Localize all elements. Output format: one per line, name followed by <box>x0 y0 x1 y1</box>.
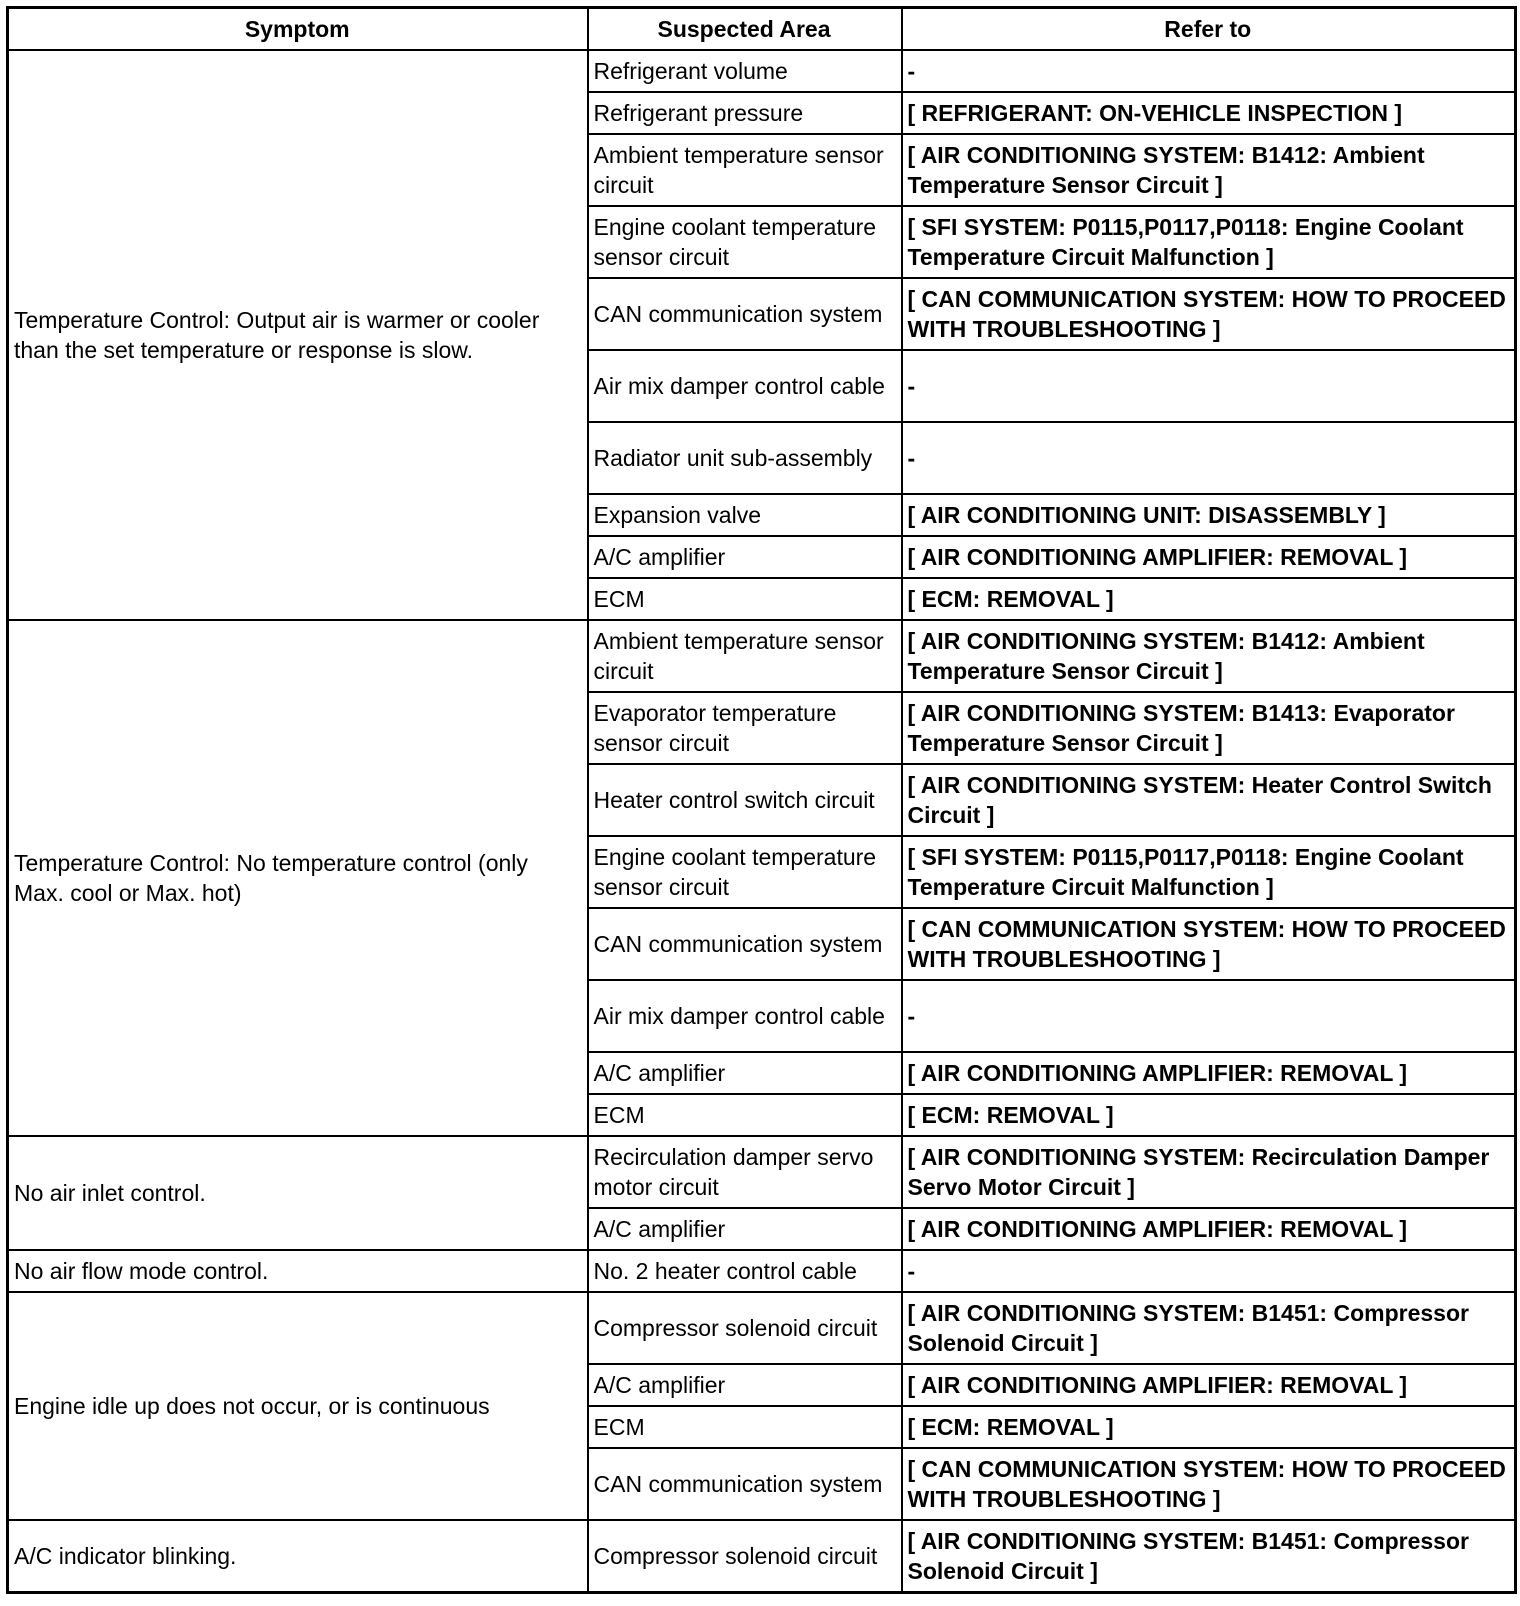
symptom-cell: Temperature Control: No temperature control (only Max. cool or Max. hot) <box>8 620 588 1136</box>
refer-to-cell: [ ECM: REMOVAL ] <box>902 1094 1516 1136</box>
suspected-area-cell: Air mix damper control cable <box>588 350 902 422</box>
refer-to-cell: [ AIR CONDITIONING SYSTEM: B1412: Ambient Temperature Sensor Circuit ] <box>902 620 1516 692</box>
table-body <box>8 50 1516 1593</box>
refer-to-cell: - <box>902 350 1516 422</box>
refer-to-cell: [ AIR CONDITIONING AMPLIFIER: REMOVAL ] <box>902 536 1516 578</box>
refer-to-cell: [ AIR CONDITIONING AMPLIFIER: REMOVAL ] <box>902 1052 1516 1094</box>
refer-to-cell: - <box>902 980 1516 1052</box>
suspected-area-cell: Compressor solenoid circuit <box>588 1520 902 1593</box>
refer-to-cell: [ SFI SYSTEM: P0115,P0117,P0118: Engine Coolant Temperature Circuit Malfunction ] <box>902 836 1516 908</box>
suspected-area-cell: Expansion valve <box>588 494 902 536</box>
suspected-area-cell: Evaporator temperature sensor circuit <box>588 692 902 764</box>
table-row <box>8 1520 1516 1593</box>
suspected-area-cell: ECM <box>588 1406 902 1448</box>
suspected-area-cell: Ambient temperature sensor circuit <box>588 134 902 206</box>
refer-to-cell: [ CAN COMMUNICATION SYSTEM: HOW TO PROCEED WITH TROUBLESHOOTING ] <box>902 1448 1516 1520</box>
symptom-cell: No air flow mode control. <box>8 1250 588 1292</box>
refer-to-cell: [ CAN COMMUNICATION SYSTEM: HOW TO PROCEED WITH TROUBLESHOOTING ] <box>902 278 1516 350</box>
suspected-area-cell: ECM <box>588 578 902 620</box>
table-row <box>8 620 1516 692</box>
refer-to-cell: [ SFI SYSTEM: P0115,P0117,P0118: Engine Coolant Temperature Circuit Malfunction ] <box>902 206 1516 278</box>
refer-to-cell: [ AIR CONDITIONING SYSTEM: B1412: Ambient Temperature Sensor Circuit ] <box>902 134 1516 206</box>
refer-to-cell: [ AIR CONDITIONING SYSTEM: B1451: Compressor Solenoid Circuit ] <box>902 1292 1516 1364</box>
suspected-area-cell: Air mix damper control cable <box>588 980 902 1052</box>
refer-to-cell: [ AIR CONDITIONING AMPLIFIER: REMOVAL ] <box>902 1364 1516 1406</box>
refer-to-cell: - <box>902 422 1516 494</box>
suspected-area-cell: Compressor solenoid circuit <box>588 1292 902 1364</box>
suspected-area-cell: A/C amplifier <box>588 1208 902 1250</box>
refer-to-cell: [ AIR CONDITIONING SYSTEM: B1413: Evaporator Temperature Sensor Circuit ] <box>902 692 1516 764</box>
suspected-area-cell: Refrigerant volume <box>588 50 902 92</box>
symptom-cell: Temperature Control: Output air is warmer or cooler than the set temperature or response is slow. <box>8 50 588 620</box>
refer-to-cell: [ REFRIGERANT: ON-VEHICLE INSPECTION ] <box>902 92 1516 134</box>
troubleshooting-document <box>6 6 1514 1594</box>
symptom-cell: No air inlet control. <box>8 1136 588 1250</box>
table-header <box>8 8 1516 51</box>
suspected-area-cell: ECM <box>588 1094 902 1136</box>
suspected-area-cell: A/C amplifier <box>588 1364 902 1406</box>
refer-to-cell: [ ECM: REMOVAL ] <box>902 578 1516 620</box>
suspected-area-cell: A/C amplifier <box>588 536 902 578</box>
suspected-area-cell: Recirculation damper servo motor circuit <box>588 1136 902 1208</box>
table-row <box>8 1136 1516 1208</box>
table-row <box>8 1250 1516 1292</box>
suspected-area-cell: Radiator unit sub-assembly <box>588 422 902 494</box>
problem-symptoms-table <box>6 6 1517 1594</box>
suspected-area-cell: Heater control switch circuit <box>588 764 902 836</box>
refer-to-cell: - <box>902 50 1516 92</box>
symptom-cell: Engine idle up does not occur, or is continuous <box>8 1292 588 1520</box>
symptom-cell: A/C indicator blinking. <box>8 1520 588 1593</box>
refer-to-cell: - <box>902 1250 1516 1292</box>
suspected-area-cell: CAN communication system <box>588 1448 902 1520</box>
suspected-area-cell: No. 2 heater control cable <box>588 1250 902 1292</box>
refer-to-cell: [ CAN COMMUNICATION SYSTEM: HOW TO PROCEED WITH TROUBLESHOOTING ] <box>902 908 1516 980</box>
suspected-area-cell: A/C amplifier <box>588 1052 902 1094</box>
suspected-area-cell: Ambient temperature sensor circuit <box>588 620 902 692</box>
header-row <box>8 8 1516 51</box>
refer-to-cell: [ AIR CONDITIONING UNIT: DISASSEMBLY ] <box>902 494 1516 536</box>
suspected-area-cell: Engine coolant temperature sensor circuit <box>588 836 902 908</box>
refer-to-cell: [ AIR CONDITIONING SYSTEM: Heater Control Switch Circuit ] <box>902 764 1516 836</box>
suspected-area-cell: CAN communication system <box>588 278 902 350</box>
suspected-area-cell: CAN communication system <box>588 908 902 980</box>
header-refer-to: Refer to <box>902 8 1516 51</box>
refer-to-cell: [ ECM: REMOVAL ] <box>902 1406 1516 1448</box>
header-symptom: Symptom <box>8 8 588 51</box>
suspected-area-cell: Refrigerant pressure <box>588 92 902 134</box>
table-row <box>8 1292 1516 1364</box>
table-row <box>8 50 1516 92</box>
refer-to-cell: [ AIR CONDITIONING SYSTEM: B1451: Compressor Solenoid Circuit ] <box>902 1520 1516 1593</box>
suspected-area-cell: Engine coolant temperature sensor circuit <box>588 206 902 278</box>
header-suspected-area: Suspected Area <box>588 8 902 51</box>
refer-to-cell: [ AIR CONDITIONING SYSTEM: Recirculation Damper Servo Motor Circuit ] <box>902 1136 1516 1208</box>
refer-to-cell: [ AIR CONDITIONING AMPLIFIER: REMOVAL ] <box>902 1208 1516 1250</box>
